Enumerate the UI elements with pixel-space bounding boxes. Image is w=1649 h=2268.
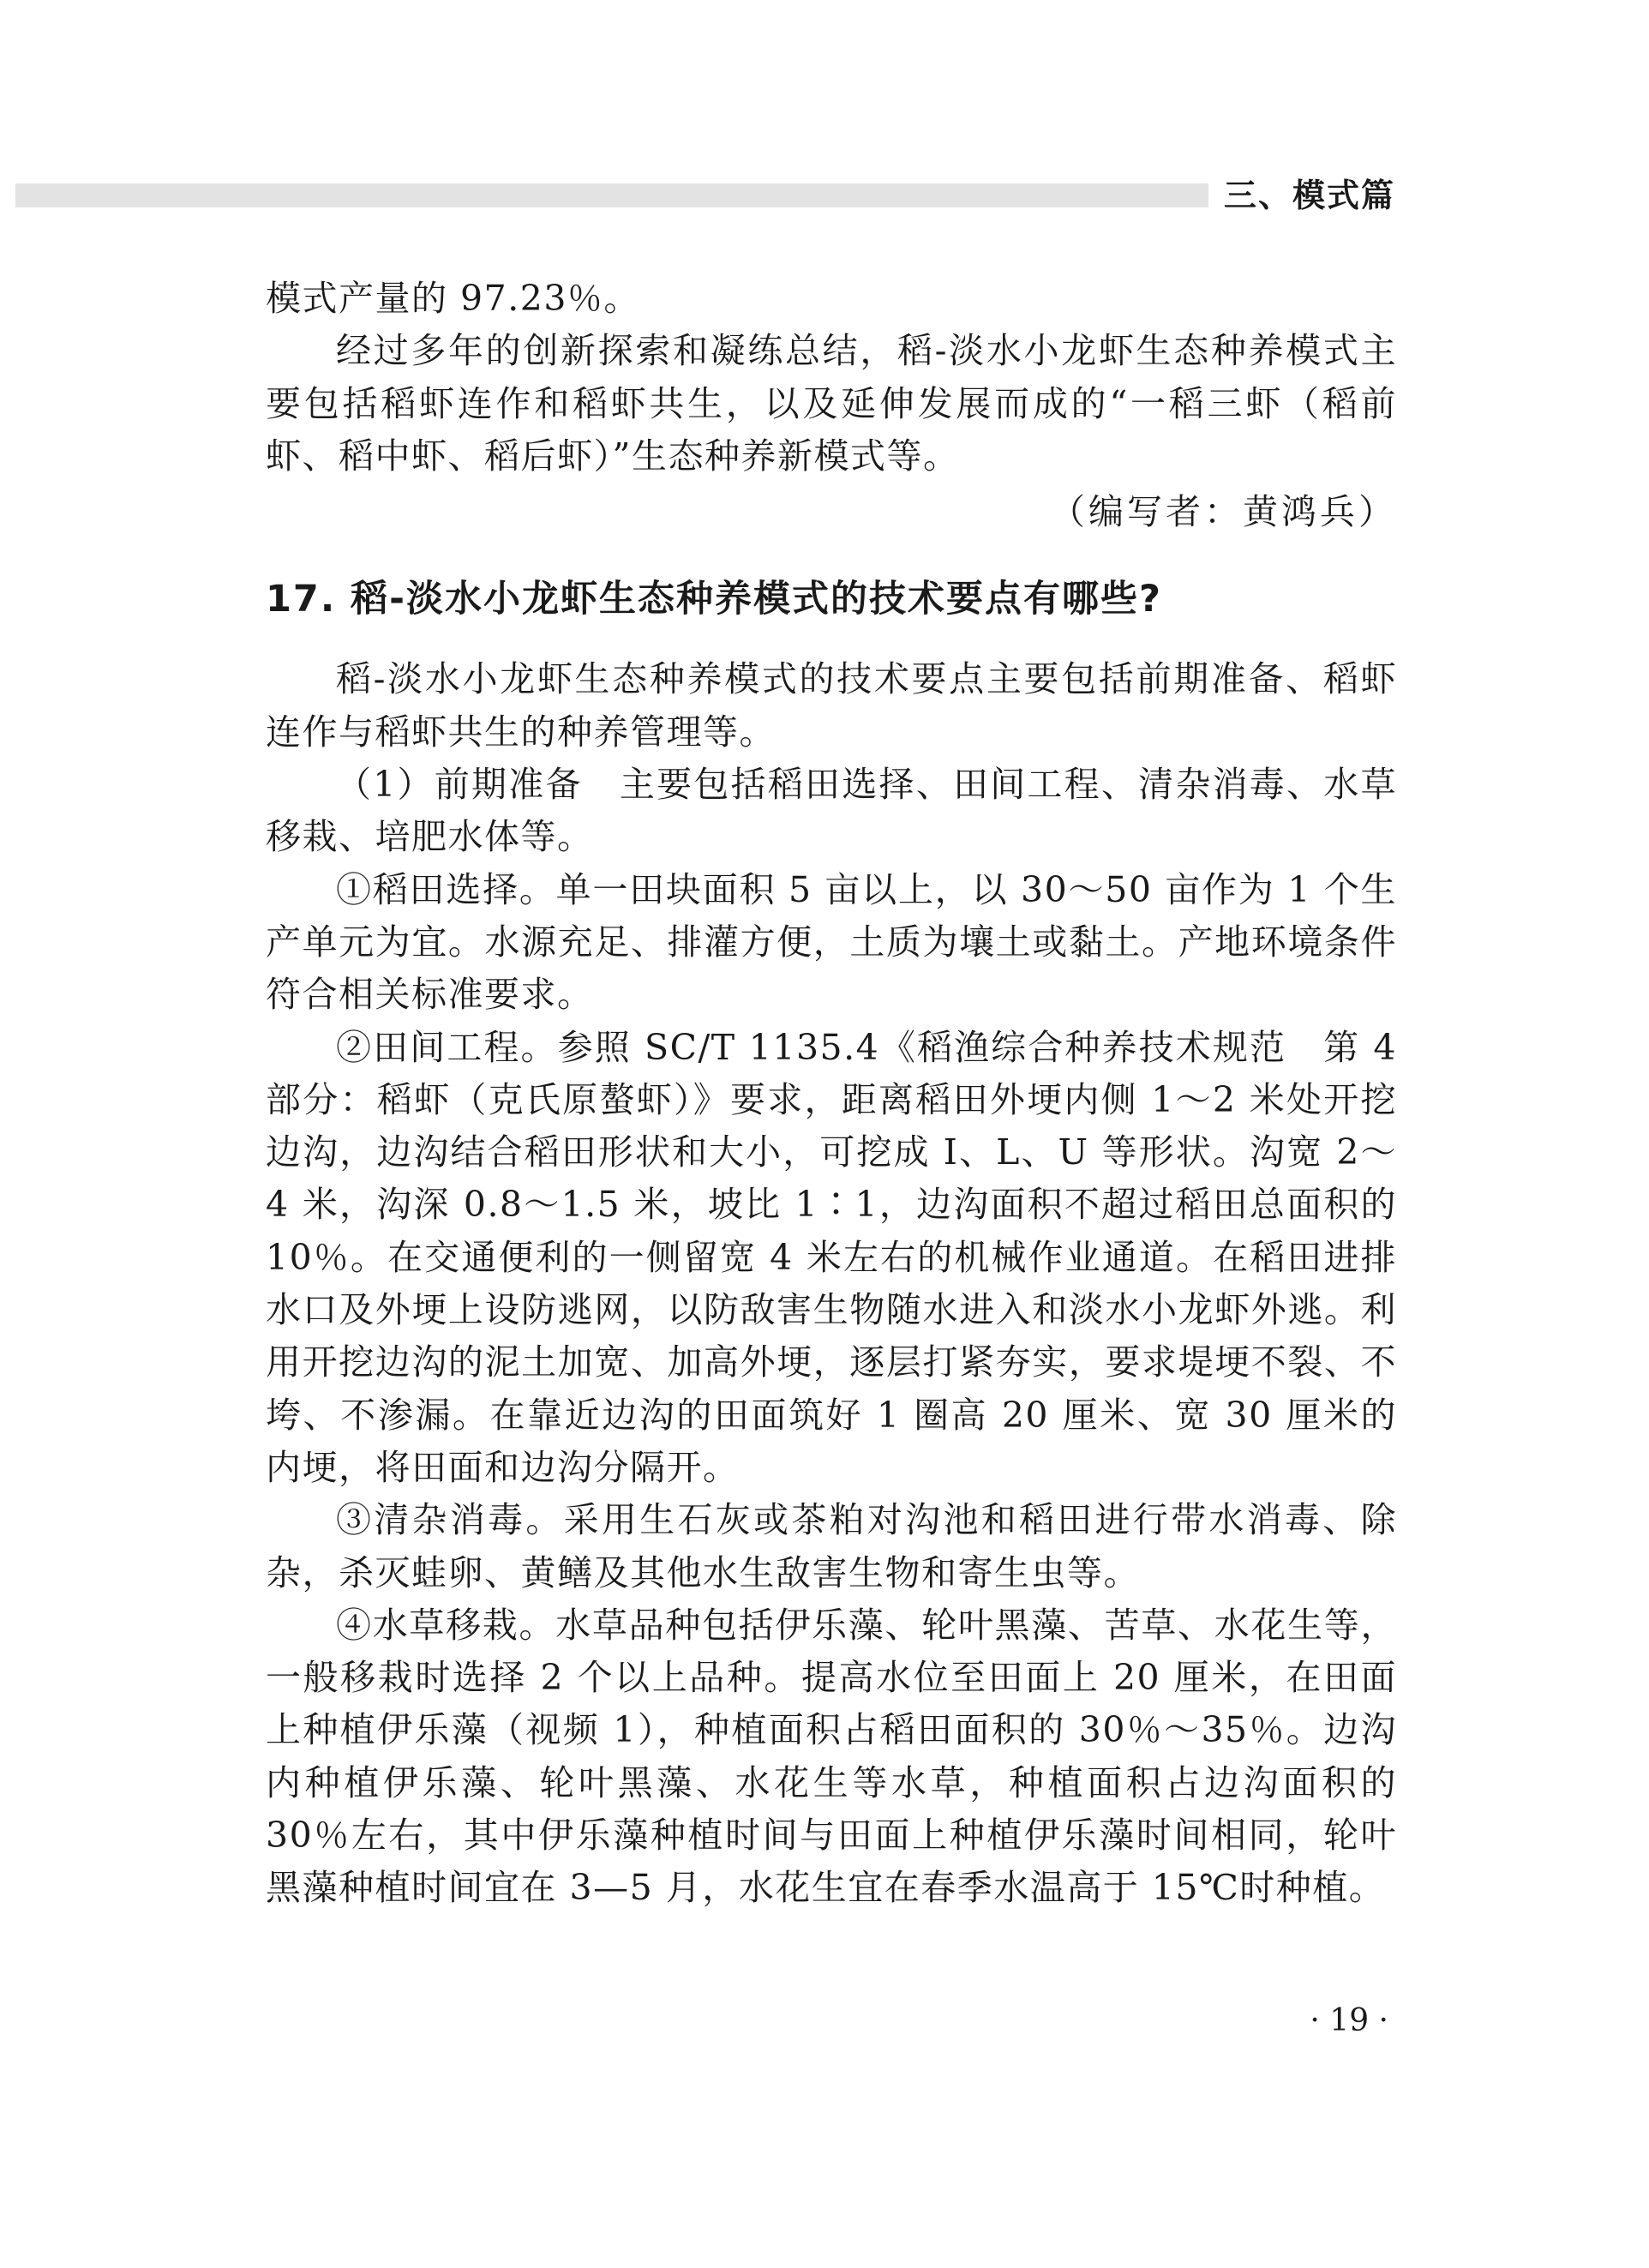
paragraph-summary: 经过多年的创新探索和凝练总结，稻-淡水小龙虾生态种养模式主要包括稻虾连作和稻虾共生，以及延伸发展而成的“一稻三虾（稻前虾、稻中虾、稻后虾）”生态种养新模式等。 [266,330,1397,477]
paragraph-continuation: 模式产量的 97.23％。 [266,278,640,319]
section-heading: 17. 稻-淡水小龙虾生态种养模式的技术要点有哪些? [266,578,1162,621]
author-byline: （编写者：黄鸿兵） [1050,491,1397,533]
chapter-title: 三、模式篇 [1224,177,1396,214]
page-number: · 19 · [1310,2003,1388,2038]
paragraph-preparation: （1）前期准备 主要包括稻田选择、田间工程、清杂消毒、水草移栽、培肥水体等。 [266,764,1397,858]
header-bar [15,183,1208,207]
paragraph-field-selection: ①稻田选择。单一田块面积 5 亩以上，以 30～50 亩作为 1 个生产单元为宜。水源充足、排灌方便，土质为壤土或黏土。产地环境条件符合相关标准要求。 [266,868,1397,1016]
paragraph-disinfection: ③清杂消毒。采用生石灰或茶粕对沟池和稻田进行带水消毒、除杂，杀灭蛙卵、黄鳝及其他水生敌害生物和寄生虫等。 [266,1499,1397,1593]
paragraph-aquatic-plants: ④水草移栽。水草品种包括伊乐藻、轮叶黑藻、苦草、水花生等，一般移栽时选择 2 个以上品种。提高水位至田面上 20 厘米，在田面上种植伊乐藻（视频 1），种植面积占稻田面积的 30％～35％。边沟内种植伊乐藻、轮叶黑藻、水花生等水草，种植面积占边沟面积的 30％左右，其中伊乐藻种植时间与田面上种植伊乐藻时间相同，轮叶黑藻种植时间宜在 3—5 月，水花生宜在春季水温高于 15℃时种植。 [266,1604,1397,1909]
page-content [266,273,1397,1915]
paragraph-intro: 稻-淡水小龙虾生态种养模式的技术要点主要包括前期准备、稻虾连作与稻虾共生的种养管理等。 [266,658,1397,753]
paragraph-field-engineering: ②田间工程。参照 SC/T 1135.4《稻渔综合种养技术规范 第 4 部分：稻虾（克氏原螯虾）》要求，距离稻田外埂内侧 1～2 米处开挖边沟，边沟结合稻田形状和大小，可挖成 I、L、U 等形状。沟宽 2～4 米，沟深 0.8～1.5 米，坡比 1∶1，边沟面积不超过稻田总面积的 10％。在交通便利的一侧留宽 4 米左右的机械作业通道。在稻田进排水口及外埂上设防逃网，以防敌害生物随水进入和淡水小龙虾外逃。利用开挖边沟的泥土加宽、加高外埂，逐层打紧夯实，要求堤埂不裂、不垮、不渗漏。在靠近边沟的田面筑好 1 圈高 20 厘米、宽 30 厘米的内埂，将田面和边沟分隔开。 [266,1026,1397,1488]
